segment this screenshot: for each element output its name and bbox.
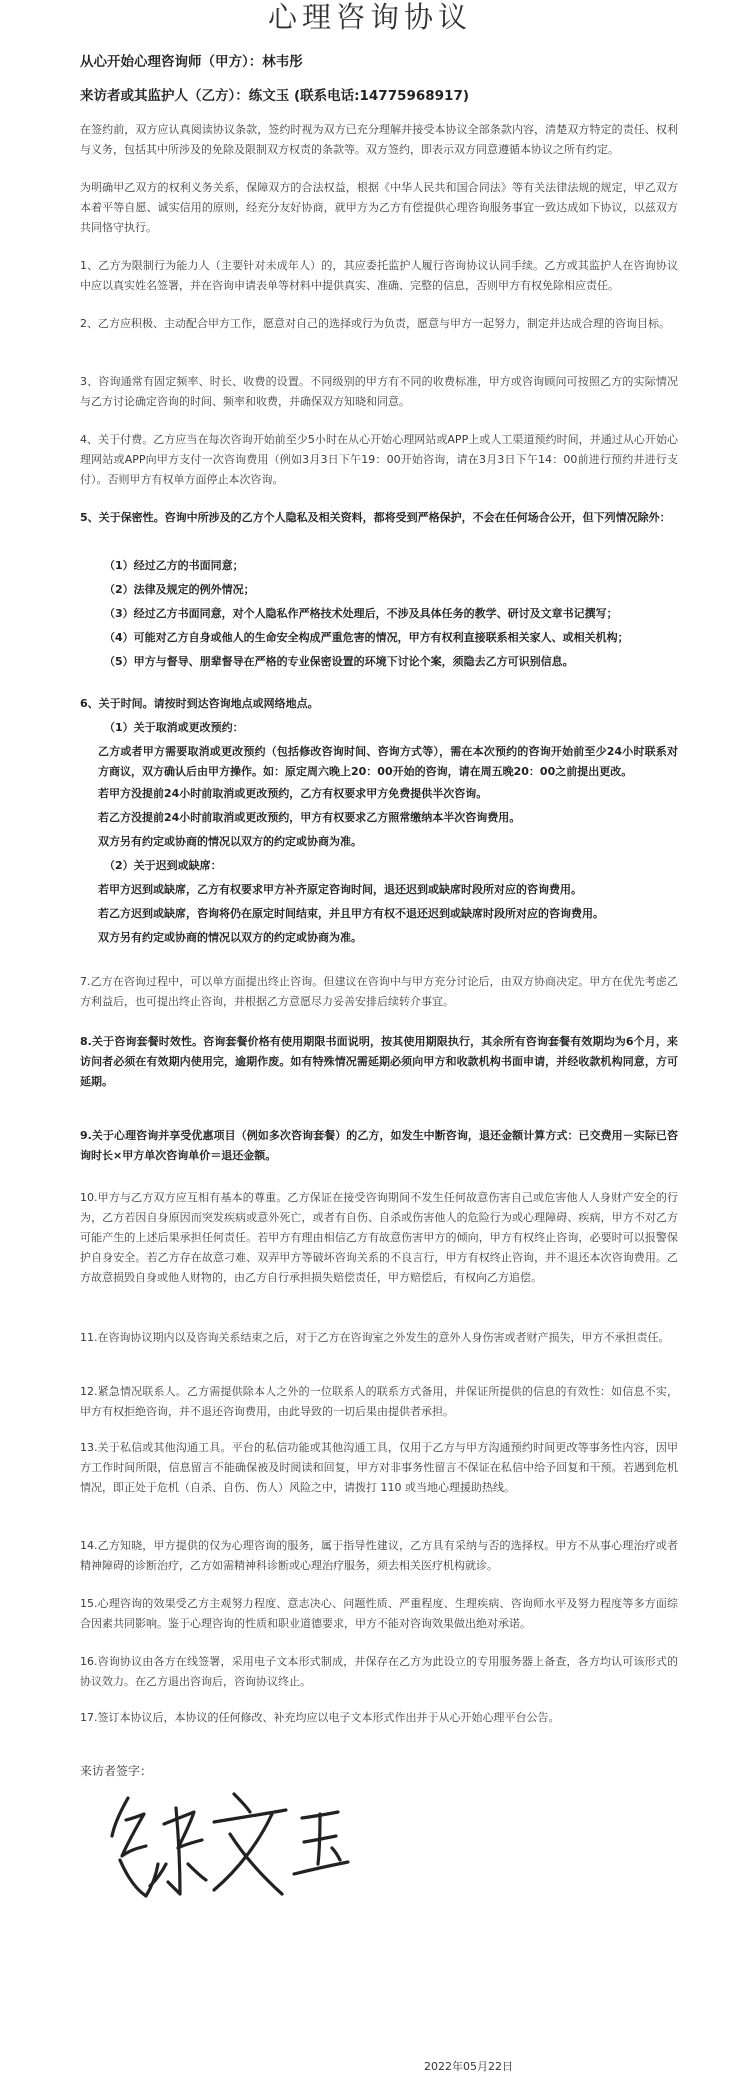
clause-5-item: （5）甲方与督导、朋辈督导在严格的专业保密设置的环境下讨论个案，须隐去乙方可识别信息。 xyxy=(104,655,574,668)
party-a-line: 从心开始心理咨询师（甲方）：林韦彤 xyxy=(80,54,303,70)
clause-5-item: （1）经过乙方的书面同意； xyxy=(104,559,244,572)
clause-6-title: 6、关于时间。请按时到达咨询地点或网络地点。 xyxy=(80,697,319,710)
clause-6-sub1-line: 双方另有约定或协商的情况以双方的约定或协商为准。 xyxy=(98,835,362,848)
clause-4: 4、关于付费。乙方应当在每次咨询开始前至少5小时在从心开始心理网站或APP上或人工渠道预约时间，并通过从心开始心理网站或APP向甲方支付一次咨询费用（例如3月3日下午19：00开始咨询，请在3月3日下午14：00前进行预约并进行支付）。否则甲方有权单方面停止本次咨询。 xyxy=(80,433,678,486)
clause-17: 17.签订本协议后，本协议的任何修改、补充均应以电子文本形式作出并于从心开始心理平台公告。 xyxy=(80,1711,560,1724)
clause-1: 1、乙方为限制行为能力人（主要针对未成年人）的，其应委托监护人履行咨询协议认同手续。乙方或其监护人在咨询协议中应以真实姓名签署，并在咨询申请表单等材料中提供真实、准确、完整的信息，否则甲方有权免除相应责任。 xyxy=(80,259,678,292)
signature-label: 来访者签字： xyxy=(80,1764,153,1778)
clause-11: 11.在咨询协议期内以及咨询关系结束之后，对于乙方在咨询室之外发生的意外人身伤害或者财产损失，甲方不承担责任。 xyxy=(80,1331,670,1344)
clause-6-sub2-line: 若乙方迟到或缺席，咨询将仍在原定时间结束，并且甲方有权不退还迟到或缺席时段所对应的咨询费用。 xyxy=(98,907,604,920)
clause-6-sub2-line: 双方另有约定或协商的情况以双方的约定或协商为准。 xyxy=(98,931,362,944)
clause-10: 10.甲方与乙方双方应互相有基本的尊重。乙方保证在接受咨询期间不发生任何故意伤害自己或危害他人人身财产安全的行为，乙方若因自身原因而突发疾病或意外死亡，或者有自伤、自杀或伤害他人的危险行为或心理障碍、疾病，甲方不对乙方可能产生的上述后果承担任何责任。若甲方有理由相信乙方有故意伤害甲方的倾向，甲方有权终止咨询，必要时可以报警保护自身安全。若乙方存在故意刁难、双弄甲方等破坏咨询关系的不良言行，甲方有权终止咨询，并不退还本次咨询费用。乙方故意损毁自身或他人财物的，由乙方自行承担损失赔偿责任，甲方赔偿后，有权向乙方追偿。 xyxy=(80,1191,678,1284)
clause-16: 16.咨询协议由各方在线签署，采用电子文本形式制成，并保存在乙方为此设立的专用服务器上备查，各方均认可该形式的协议效力。在乙方退出咨询后，咨询协议终止。 xyxy=(80,1655,678,1688)
intro-paragraph-1: 在签约前，双方应认真阅读协议条款，签约时视为双方已充分理解并接受本协议全部条款内容，清楚双方特定的责任、权利与义务，包括其中所涉及的免除及限制双方权责的条款等。双方签约，即表示双方同意遵循本协议之所有约定。 xyxy=(80,123,678,156)
clause-6-sub1-main: 乙方或者甲方需要取消或更改预约（包括修改咨询时间、咨询方式等），需在本次预约的咨询开始前至少24小时联系对方商议，双方确认后由甲方操作。如：原定周六晚上20：00开始的咨询，请在周五晚20：00之前提出更改。 xyxy=(98,745,678,778)
clause-6-subheading-1: （1）关于取消或更改预约： xyxy=(104,721,244,734)
handwritten-signature xyxy=(106,1790,356,1910)
clause-15: 15.心理咨询的效果受乙方主观努力程度、意志决心、问题性质、严重程度、生理疾病、咨询师水平及努力程度等多方面综合因素共同影响。鉴于心理咨询的性质和职业道德要求，甲方不能对咨询效果做出绝对承诺。 xyxy=(80,1597,678,1630)
clause-6-sub2-line: 若甲方迟到或缺席，乙方有权要求甲方补齐原定咨询时间，退还迟到或缺席时段所对应的咨询费用。 xyxy=(98,883,582,896)
clause-7: 7.乙方在咨询过程中，可以单方面提出终止咨询。但建议在咨询中与甲方充分讨论后，由双方协商决定。甲方在优先考虑乙方利益后，也可提出终止咨询，并根据乙方意愿尽力妥善安排后续转介事宜。 xyxy=(80,975,678,1008)
clause-6-subheading-2: （2）关于迟到或缺席： xyxy=(104,859,222,872)
clause-6-sub1-line: 若乙方没提前24小时前取消或更改预约，甲方有权要求乙方照常缴纳本半次咨询费用。 xyxy=(98,811,521,824)
clause-9: 9.关于心理咨询并享受优惠项目（例如多次咨询套餐）的乙方，如发生中断咨询，退还金额计算方式：已交费用－实际已咨询时长×甲方单次咨询单价＝退还金额。 xyxy=(80,1129,678,1162)
clause-5-item: （2）法律及规定的例外情况； xyxy=(104,583,255,596)
clause-6-sub1-line: 若甲方没提前24小时前取消或更改预约，乙方有权要求甲方免费提供半次咨询。 xyxy=(98,787,488,800)
party-b-line: 来访者或其监护人（乙方）：练文玉 (联系电话:14775968917) xyxy=(80,88,470,104)
clause-2: 2、乙方应积极、主动配合甲方工作，愿意对自己的选择或行为负责，愿意与甲方一起努力，制定并达成合理的咨询目标。 xyxy=(80,317,670,330)
clause-5-title: 5、关于保密性。咨询中所涉及的乙方个人隐私及相关资料，都将受到严格保护，不会在任何场合公开，但下列情况除外： xyxy=(80,511,671,524)
clause-5-item: （4）可能对乙方自身或他人的生命安全构成严重危害的情况，甲方有权利直接联系相关家人、或相关机构； xyxy=(104,631,629,644)
clause-5-item: （3）经过乙方书面同意，对个人隐私作严格技术处理后，不涉及具体任务的教学、研讨及文章书记撰写； xyxy=(104,607,618,620)
clause-12: 12.紧急情况联系人。乙方需提供除本人之外的一位联系人的联系方式备用，并保证所提供的信息的有效性：如信息不实，甲方有权拒绝咨询，并不退还咨询费用，由此导致的一切后果由提供者承担。 xyxy=(80,1385,678,1418)
clause-3: 3、咨询通常有固定频率、时长、收费的设置。不同级别的甲方有不同的收费标准，甲方或咨询顾问可按照乙方的实际情况与乙方讨论确定咨询的时间、频率和收费，并确保双方知晓和同意。 xyxy=(80,375,678,408)
signing-date: 2022年05月22日 xyxy=(424,2060,513,2073)
clause-13: 13.关于私信或其他沟通工具。平台的私信功能或其他沟通工具，仅用于乙方与甲方沟通预约时间更改等事务性内容，因甲方工作时间所限，信息留言不能确保被及时阅读和回复，甲方对非事务性留言不保证在私信中给予回复和干预。若遇到危机情况，即正处于危机（自杀、自伤、伤人）风险之中，请拨打 110 或当地心理援助热线。 xyxy=(80,1441,678,1494)
clause-8: 8.关于咨询套餐时效性。咨询套餐价格有使用期限书面说明，按其使用期限执行，其余所有咨询套餐有效期均为6个月，来访问者必须在有效期内使用完，逾期作废。如有特殊情况需延期必须向甲方和收款机构书面申请，并经收款机构同意，方可延期。 xyxy=(80,1035,678,1088)
document-title: 心理咨询协议 xyxy=(267,0,472,34)
clause-14: 14.乙方知晓，甲方提供的仅为心理咨询的服务，属于指导性建议，乙方具有采纳与否的选择权。甲方不从事心理治疗或者精神障碍的诊断治疗，乙方如需精神科诊断或心理治疗服务，须去相关医疗机构就诊。 xyxy=(80,1539,678,1572)
intro-paragraph-2: 为明确甲乙双方的权利义务关系，保障双方的合法权益，根据《中华人民共和国合同法》等有关法律法规的规定，甲乙双方本着平等自愿、诚实信用的原则，经充分友好协商，就甲方为乙方有偿提供心理咨询服务事宜一致达成如下协议，以兹双方共同恪守执行。 xyxy=(80,181,678,234)
